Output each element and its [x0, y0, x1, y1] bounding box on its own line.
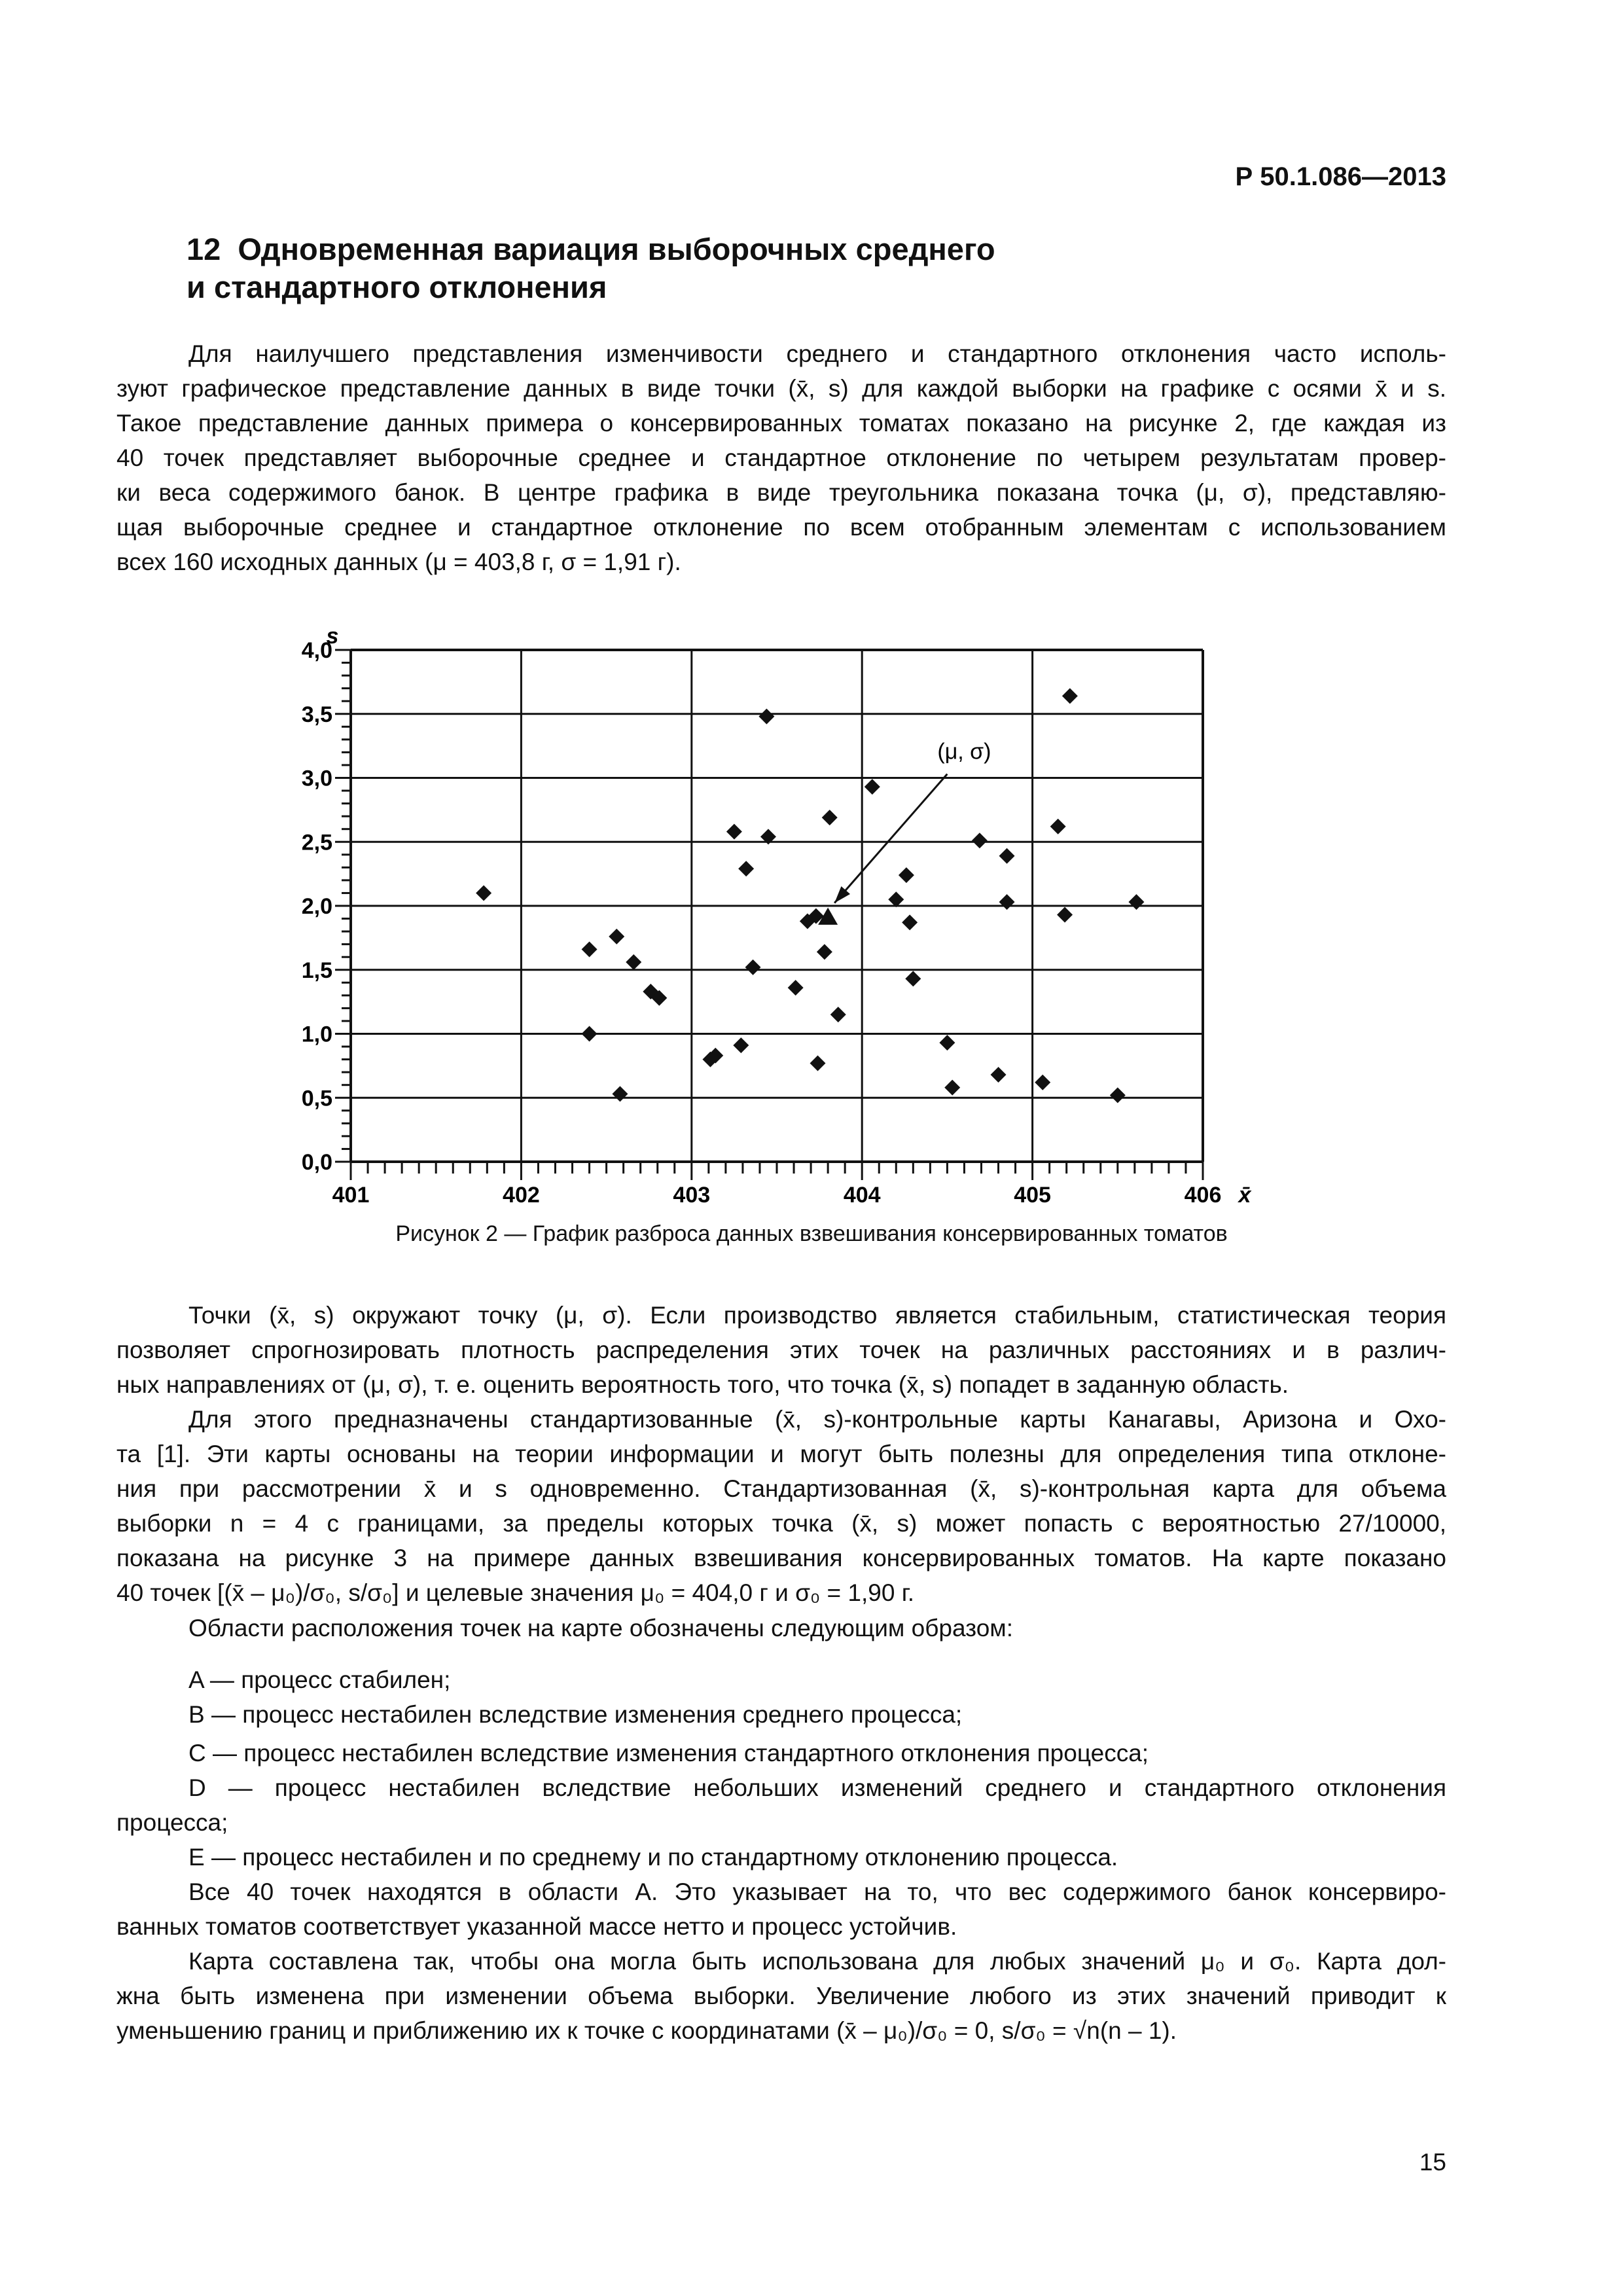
data-point-diamond	[726, 824, 742, 840]
data-point-diamond	[626, 954, 641, 970]
document-number: Р 50.1.086—2013	[1235, 162, 1446, 191]
chart-annotation	[834, 739, 991, 903]
text-line: 40 точек представляет выборочные среднее и стандартное отклонение по четырем результатам провер-	[116, 444, 1446, 471]
data-point-diamond	[582, 941, 597, 957]
data-point-diamond	[1057, 907, 1073, 923]
y-tick-label: 2,5	[301, 830, 332, 855]
region-d	[116, 1770, 1446, 1840]
data-point-diamond	[991, 1067, 1007, 1083]
text-line: всех 160 исходных данных (μ = 403,8 г, σ = 1,91 г).	[116, 548, 681, 575]
text-line: выборки n = 4 с границами, за пределы которых точка (x̄, s) может попасть с вероятностью 27/10000,	[116, 1510, 1446, 1537]
y-tick-label: 4,0	[301, 638, 332, 663]
heading-line-1: 12 Одновременная вариация выборочных среднего	[187, 232, 995, 266]
text-line: 40 точек [(x̄ – μ₀)/σ₀, s/σ₀] и целевые значения μ₀ = 404,0 г и σ₀ = 1,90 г.	[116, 1579, 914, 1606]
text-line: Точки (x̄, s) окружают точку (μ, σ). Если производство является стабильным, статистическая теория	[188, 1302, 1446, 1329]
region-e: E — процесс нестабилен и по среднему и по стандартному отклонению процесса.	[188, 1844, 1118, 1871]
x-tick-label: 403	[673, 1183, 711, 1208]
text-line: ванных томатов соответствует указанной массе нетто и процесс устойчив.	[116, 1913, 957, 1940]
data-point-diamond	[1050, 819, 1066, 834]
chart-grid	[351, 650, 1203, 1162]
data-point-diamond	[905, 971, 921, 986]
chart-minor-ticks	[335, 650, 1203, 1180]
data-point-diamond	[810, 1055, 825, 1071]
paragraph-3	[116, 1402, 1446, 1610]
region-a: A — процесс стабилен;	[188, 1666, 451, 1693]
y-axis-label: s	[326, 624, 339, 649]
figure-caption: Рисунок 2 — График разброса данных взвешивания консервированных томатов	[395, 1221, 1228, 1246]
page-number: 15	[1419, 2149, 1446, 2176]
text-line: ния при рассмотрении x̄ и s одновременно. Стандартизованная (x̄, s)-контрольная карта для объема	[116, 1475, 1446, 1502]
region-c: C — процесс нестабилен вследствие изменения стандартного отклонения процесса;	[188, 1740, 1149, 1767]
x-tick-label: 406	[1184, 1183, 1222, 1208]
text-line: жна быть изменена при изменении объема выборки. Увеличение любого из этих значений приводит к	[116, 1982, 1446, 2009]
text-line: Для наилучшего представления изменчивости среднего и стандартного отклонения часто исполь-	[188, 340, 1446, 367]
data-point-diamond	[1128, 894, 1144, 910]
data-point-diamond	[582, 1026, 597, 1042]
data-point-diamond	[999, 848, 1015, 864]
data-point-diamond	[733, 1037, 749, 1053]
chart-tick-labels	[302, 638, 1222, 1208]
data-point-diamond	[999, 894, 1015, 910]
heading-line-2: и стандартного отклонения	[187, 270, 607, 304]
chart-points	[476, 688, 1144, 1103]
data-point-diamond	[1062, 688, 1078, 704]
data-point-diamond	[612, 1086, 628, 1102]
data-point-diamond	[1110, 1087, 1126, 1103]
y-tick-label: 2,0	[301, 894, 332, 919]
text-line: щая выборочные среднее и стандартное отклонение по всем отобранным элементам с использованием	[116, 514, 1446, 541]
text-line: та [1]. Эти карты основаны на теории информации и могут быть полезны для определения типа отклоне-	[116, 1441, 1446, 1467]
text-line: Такое представление данных примера о консервированных томатах показано на рисунке 2, где каждая из	[116, 410, 1446, 437]
text-line: ных направлениях от (μ, σ), т. е. оценить вероятность того, что точка (x̄, s) попадет в заданную область.	[116, 1371, 1289, 1398]
data-point-diamond	[758, 709, 774, 725]
data-point-diamond	[1035, 1075, 1050, 1090]
data-point-diamond	[865, 779, 880, 795]
data-point-diamond	[745, 960, 761, 975]
data-point-diamond	[738, 861, 754, 876]
x-axis-label: x̄	[1238, 1183, 1251, 1208]
data-point-diamond	[939, 1035, 955, 1050]
text-line: ки веса содержимого банок. В центре графика в виде треугольника показана точка (μ, σ), представляю-	[116, 479, 1446, 506]
x-tick-label: 404	[843, 1183, 881, 1208]
text-line: позволяет спрогнозировать плотность распределения этих точек на различных расстояниях и в различ-	[116, 1336, 1446, 1363]
regions-intro: Области расположения точек на карте обозначены следующим образом:	[188, 1615, 1014, 1641]
data-point-diamond	[944, 1080, 960, 1096]
data-point-diamond	[899, 867, 914, 883]
annotation-arrow	[834, 774, 947, 903]
x-tick-label: 401	[332, 1183, 370, 1208]
data-point-diamond	[609, 929, 624, 944]
paragraph-4	[116, 1874, 1446, 1944]
x-tick-label: 402	[503, 1183, 540, 1208]
text-line: уменьшению границ и приближению их к точке с координатами (x̄ – μ₀)/σ₀ = 0, s/σ₀ = √n(n – 1).	[116, 2017, 1177, 2044]
data-point-diamond	[972, 833, 988, 848]
text-line: Для этого предназначены стандартизованные (x̄, s)-контрольные карты Канагавы, Аризона и Охо-	[188, 1406, 1446, 1433]
data-point-diamond	[476, 885, 491, 901]
data-point-diamond	[830, 1007, 846, 1022]
region-b: B — процесс нестабилен вследствие изменения среднего процесса;	[188, 1701, 963, 1728]
data-point-diamond	[902, 914, 918, 930]
text-line: процесса;	[116, 1809, 228, 1836]
text-line: показана на рисунке 3 на примере данных взвешивания консервированных томатов. На карте показано	[116, 1545, 1446, 1571]
y-tick-label: 3,0	[301, 766, 332, 791]
paragraph-2	[116, 1298, 1446, 1402]
y-tick-label: 3,5	[301, 702, 332, 727]
paragraph-5	[116, 1944, 1446, 2048]
y-tick-label: 1,5	[301, 958, 332, 983]
text-line: Все 40 точек находятся в области A. Это указывает на то, что вес содержимого банок консервиро-	[188, 1878, 1446, 1905]
text-line: Карта составлена так, чтобы она могла быть использована для любых значений μ₀ и σ₀. Карта дол-	[188, 1948, 1446, 1975]
y-tick-label: 0,0	[301, 1150, 332, 1175]
chart-axis-labels	[327, 624, 1253, 1208]
x-tick-label: 405	[1014, 1183, 1051, 1208]
data-point-diamond	[788, 980, 804, 996]
text-line: D — процесс нестабилен вследствие небольших изменений среднего и стандартного отклонения	[188, 1774, 1446, 1801]
data-point-diamond	[822, 810, 838, 825]
y-tick-label: 0,5	[301, 1086, 332, 1111]
text-line: зуют графическое представление данных в виде точки (x̄, s) для каждой выборки на графике с осями x̄ и s.	[116, 375, 1446, 402]
y-tick-label: 1,0	[301, 1022, 332, 1047]
data-point-diamond	[817, 944, 832, 960]
annotation-label: (μ, σ)	[937, 739, 991, 764]
